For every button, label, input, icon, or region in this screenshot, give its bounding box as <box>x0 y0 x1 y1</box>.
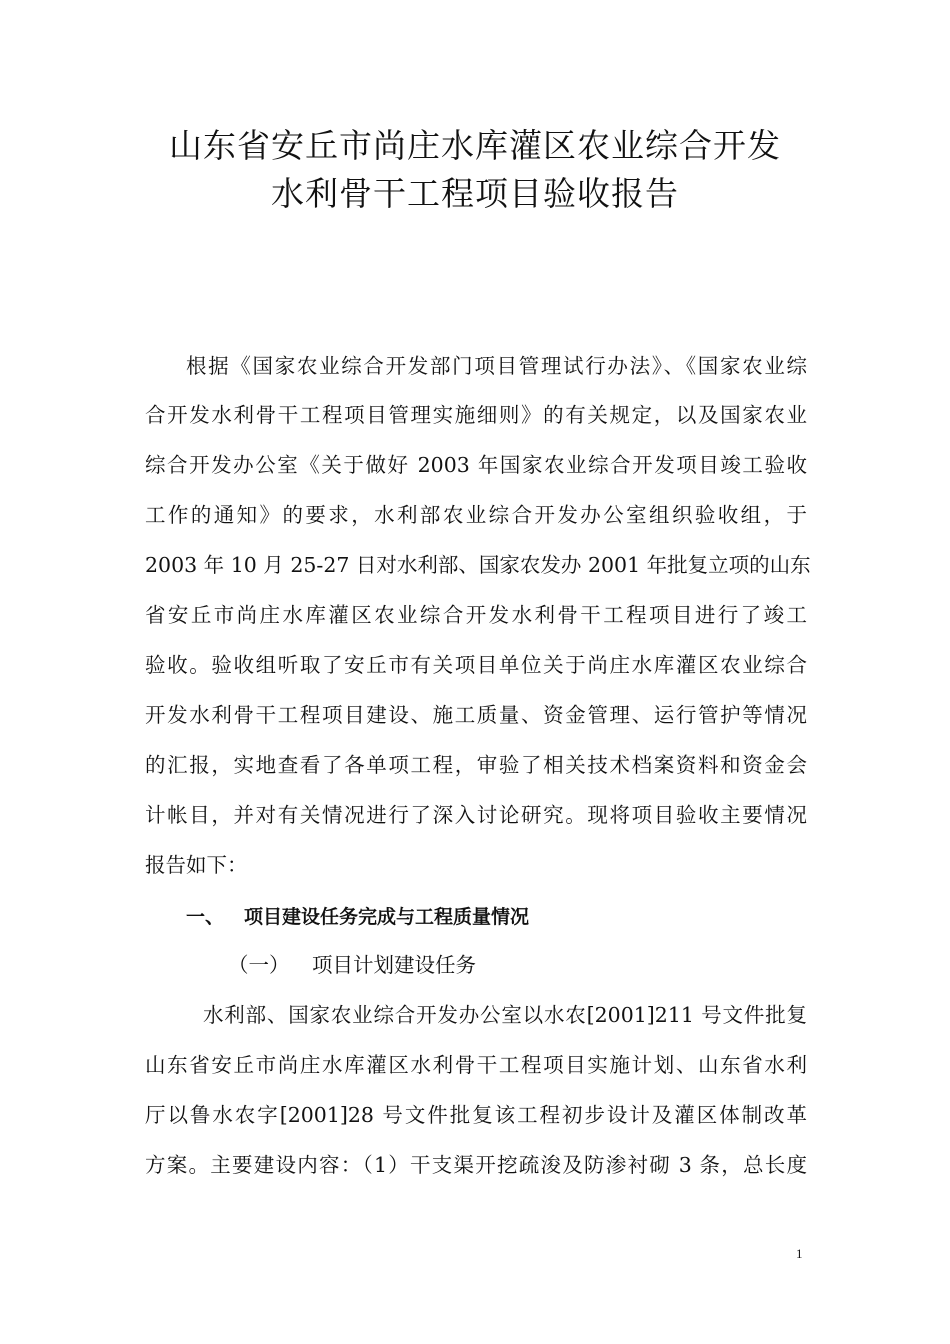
subsection-heading-1 <box>228 951 476 979</box>
section-heading-1-number: 一、 <box>186 906 225 928</box>
subsection-heading-1-number: （一） <box>228 953 290 977</box>
paragraph-1-line-3: 综合开发办公室《关于做好 2003 年国家农业综合开发项目竣工验收 <box>145 453 807 477</box>
paragraph-1-line-2: 合开发水利骨干工程项目管理实施细则》的有关规定，以及国家农业 <box>145 403 807 427</box>
section-heading-1 <box>186 903 529 931</box>
paragraph-1-line-1: 根据《国家农业综合开发部门项目管理试行办法》、《国家农业综 <box>186 354 807 378</box>
document-title-line-2: 水利骨干工程项目验收报告 <box>271 174 679 213</box>
paragraph-1-line-4: 工作的通知》的要求，水利部农业综合开发办公室组织验收组，于 <box>145 503 807 527</box>
paragraph-1-line-7: 验收。验收组听取了安丘市有关项目单位关于尚庄水库灌区农业综合 <box>145 653 807 677</box>
page-number: 1 <box>796 1246 803 1261</box>
paragraph-1-line-11: 报告如下： <box>145 853 248 877</box>
paragraph-2-line-1: 水利部、国家农业综合开发办公室以水农[2001]211 号文件批复 <box>203 1003 807 1027</box>
paragraph-1-line-5: 2003 年 10 月 25-27 日对水利部、国家农发办 2001 年批复立项的山东 <box>145 553 811 577</box>
paragraph-2-line-4: 方案。主要建设内容：（1）干支渠开挖疏浚及防渗衬砌 3 条，总长度 <box>145 1153 807 1177</box>
paragraph-1-line-8: 开发水利骨干工程项目建设、施工质量、资金管理、运行管护等情况 <box>145 703 807 727</box>
document-title-line-1: 山东省安丘市尚庄水库灌区农业综合开发 <box>169 126 781 165</box>
section-heading-1-text: 项目建设任务完成与工程质量情况 <box>244 906 530 928</box>
subsection-heading-1-text: 项目计划建设任务 <box>312 953 476 977</box>
paragraph-1-line-9: 的汇报，实地查看了各单项工程，审验了相关技术档案资料和资金会 <box>145 753 807 777</box>
paragraph-2-line-2: 山东省安丘市尚庄水库灌区水利骨干工程项目实施计划、山东省水利 <box>145 1053 807 1077</box>
paragraph-1-line-10: 计帐目，并对有关情况进行了深入讨论研究。现将项目验收主要情况 <box>145 803 807 827</box>
paragraph-1-line-6: 省安丘市尚庄水库灌区农业综合开发水利骨干工程项目进行了竣工 <box>145 603 807 627</box>
paragraph-2-line-3: 厅以鲁水农字[2001]28 号文件批复该工程初步设计及灌区体制改革 <box>145 1103 807 1127</box>
